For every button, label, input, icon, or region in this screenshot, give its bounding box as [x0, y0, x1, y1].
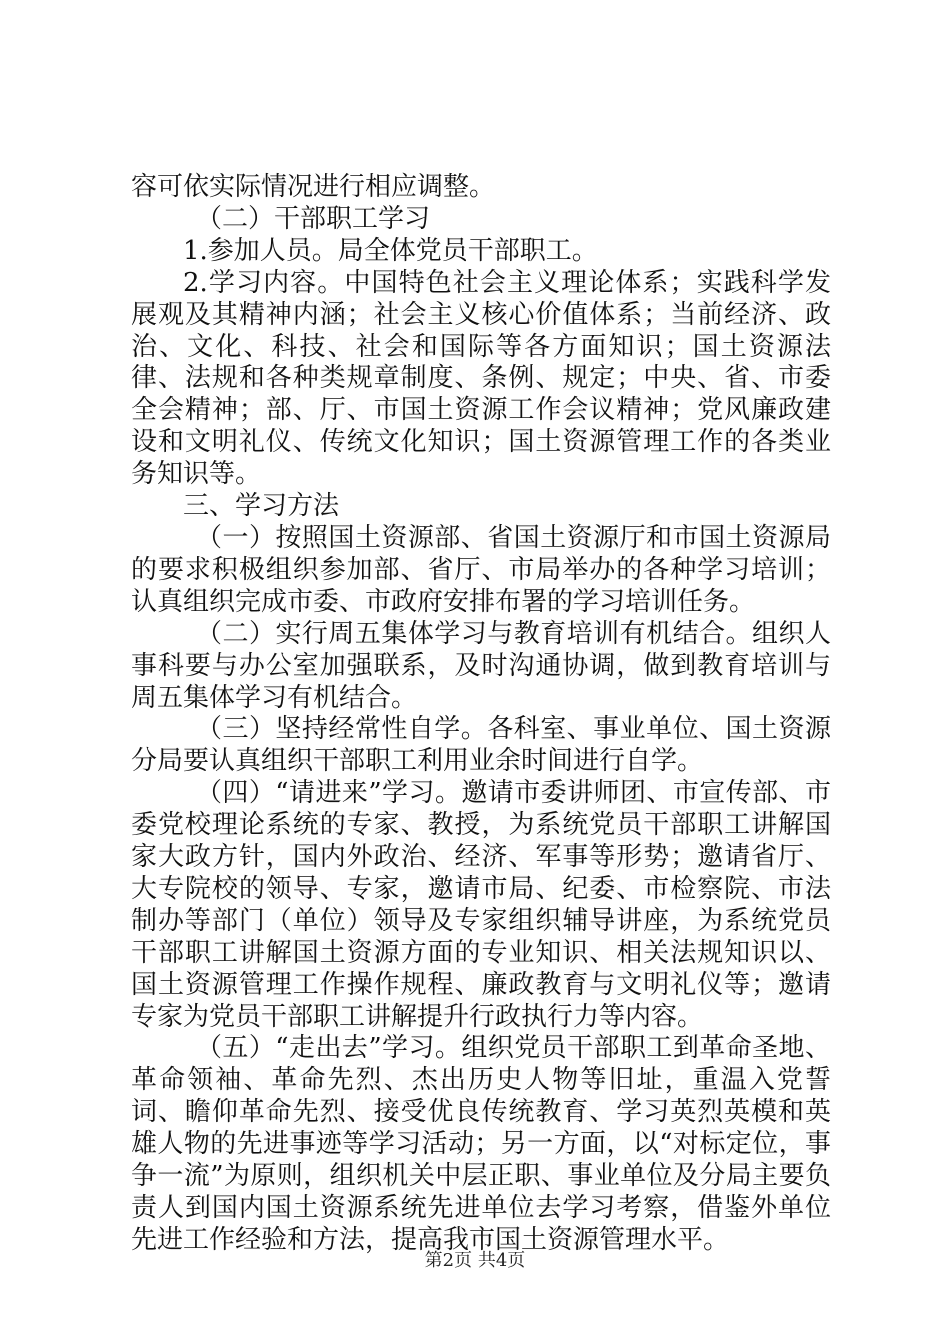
section-heading-study-methods: 三、学习方法: [183, 491, 340, 522]
paragraph-study-content: 2.学习内容。中国特色社会主义理论体系；实践科学发展观及其精神内涵；社会主义核心价值体系；当前经济、政治、文化、科技、社会和国际等各方面知识；国土资源法律、法规和各种类规章制度、条例、规定；中央、省、市委全会精神；部、厅、市国土资源工作会议精神；党风廉政建设和文明礼仪、传统文化知识；国土资源管理工作的各类业务知识等。: [131, 267, 831, 490]
paragraph-method-5: （五）“走出去”学习。组织党员干部职工到革命圣地、革命领袖、革命先烈、杰出历史人物等旧址，重温入党誓词、瞻仰革命先烈、接受优良传统教育、学习英烈英模和英雄人物的先进事迹等学习活动；另一方面，以“对标定位，事争一流”为原则，组织机关中层正职、事业单位及分局主要负责人到国内国土资源系统先进单位去学习考察，借鉴外单位先进工作经验和方法，提高我市国土资源管理水平。: [131, 1033, 831, 1255]
paragraph-continuation: 容可依实际情况进行相应调整。: [131, 172, 496, 202]
paragraph-method-1: （一）按照国土资源部、省国土资源厅和市国土资源局的要求积极组织参加部、省厅、市局举办的各种学习培训；认真组织完成市委、市政府安排布署的学习培训任务。: [131, 522, 831, 617]
page-number-footer: 第2页 共4页: [424, 1250, 526, 1271]
paragraph-participants: 1.参加人员。局全体党员干部职工。: [183, 235, 598, 266]
paragraph-method-2: （二）实行周五集体学习与教育培训有机结合。组织人事科要与办公室加强联系，及时沟通协调，做到教育培训与周五集体学习有机结合。: [131, 618, 831, 713]
paragraph-method-4: （四）“请进来”学习。邀请市委讲师团、市宣传部、市委党校理论系统的专家、教授，为系统党员干部职工讲解国家大政方针，国内外政治、经济、军事等形势；邀请省厅、大专院校的领导、专家，邀请市局、纪委、市检察院、市法制办等部门（单位）领导及专家组织辅导讲座，为系统党员干部职工讲解国土资源方面的专业知识、相关法规知识以、国土资源管理工作操作规程、廉政教育与文明礼仪等；邀请专家为党员干部职工讲解提升行政执行力等内容。: [131, 778, 831, 1032]
paragraph-method-3: （三）坚持经常性自学。各科室、事业单位、国土资源分局要认真组织干部职工利用业余时间进行自学。: [131, 714, 831, 777]
document-body: [131, 172, 831, 1257]
section-heading-cadre-study: （二）干部职工学习: [196, 203, 431, 234]
